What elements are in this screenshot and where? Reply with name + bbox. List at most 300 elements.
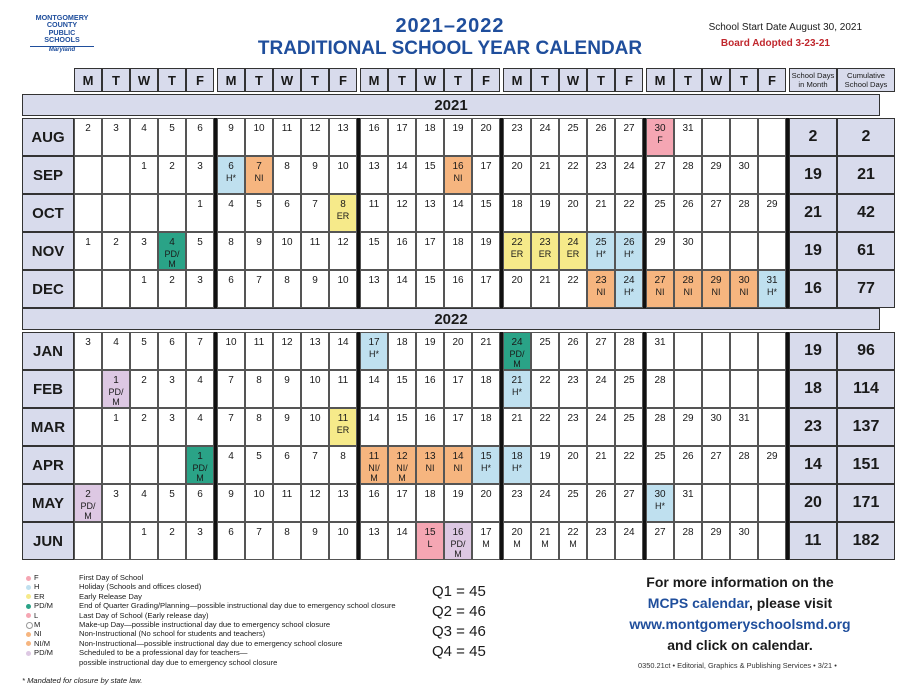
day-cell — [531, 232, 559, 270]
day-number: 29 — [710, 527, 722, 538]
legend-swatch — [26, 613, 31, 618]
day-code: NI — [739, 286, 749, 297]
day-cell — [217, 484, 245, 522]
day-cell — [730, 194, 758, 232]
weekday-header: W — [416, 68, 444, 92]
day-cell — [531, 484, 559, 522]
week-divider — [357, 446, 360, 484]
day-cell — [102, 118, 130, 156]
day-cell — [158, 270, 186, 308]
day-number: 23 — [567, 413, 579, 424]
day-cell — [74, 232, 102, 270]
day-number: 17 — [396, 123, 408, 134]
day-cell — [360, 522, 388, 560]
day-cell — [531, 370, 559, 408]
day-number: 22 — [567, 527, 579, 538]
legend-description: Non-Instructional (No school for students and teachers) — [79, 629, 266, 639]
week-divider — [357, 370, 360, 408]
day-number: 4 — [228, 451, 234, 462]
day-code: M — [513, 359, 521, 369]
month-label: NOV — [22, 232, 74, 270]
empty-day-cell — [102, 156, 130, 194]
day-cell — [301, 446, 329, 484]
day-code: NI — [254, 172, 264, 183]
day-number: 11 — [368, 451, 380, 462]
month-label: JAN — [22, 332, 74, 370]
day-number: 22 — [539, 375, 551, 386]
day-number: 9 — [284, 413, 290, 424]
day-number: 11 — [253, 337, 265, 348]
empty-day-cell — [102, 270, 130, 308]
day-cell — [646, 232, 674, 270]
day-code: ER — [510, 248, 524, 259]
school-days-in-month: 14 — [789, 446, 837, 484]
day-number: 13 — [424, 451, 436, 462]
day-code: H* — [766, 286, 777, 297]
week-divider — [500, 270, 503, 308]
day-number: 22 — [623, 451, 635, 462]
school-days-in-month: 19 — [789, 156, 837, 194]
day-cell — [646, 156, 674, 194]
day-cell — [444, 484, 472, 522]
weekday-header: W — [559, 68, 587, 92]
day-cell — [674, 156, 702, 194]
day-code: M — [370, 473, 378, 483]
day-cell — [301, 270, 329, 308]
empty-day-cell — [702, 370, 730, 408]
day-cell — [472, 484, 500, 522]
calendar-grid — [22, 68, 888, 566]
weekday-header: F — [758, 68, 786, 92]
day-number: 18 — [480, 413, 492, 424]
day-number: 26 — [623, 237, 635, 248]
day-number: 16 — [424, 375, 436, 386]
legend-swatch — [26, 632, 31, 637]
day-cell — [217, 194, 245, 232]
day-number: 14 — [368, 375, 380, 386]
day-number: 25 — [654, 199, 666, 210]
day-number: 1 — [85, 237, 91, 248]
day-cell — [329, 270, 357, 308]
day-number: 16 — [396, 237, 408, 248]
day-cell — [273, 194, 301, 232]
day-number: 28 — [654, 413, 666, 424]
school-days-header — [789, 68, 837, 92]
week-divider — [214, 332, 217, 370]
day-number: 18 — [511, 199, 523, 210]
day-number: 13 — [309, 337, 321, 348]
legend-item — [26, 582, 426, 591]
mcps-logo — [30, 14, 94, 54]
week-divider — [214, 194, 217, 232]
day-number: 14 — [452, 451, 464, 462]
empty-day-cell — [102, 194, 130, 232]
day-cell — [273, 156, 301, 194]
day-number: 8 — [340, 451, 346, 462]
month-label: AUG — [22, 118, 74, 156]
day-number: 17 — [480, 275, 492, 286]
week-divider — [214, 118, 217, 156]
day-cell — [416, 446, 444, 484]
cumulative-school-days: 114 — [837, 370, 895, 408]
day-cell — [329, 232, 357, 270]
week-divider — [357, 232, 360, 270]
day-cell — [615, 522, 643, 560]
day-number: 21 — [511, 375, 523, 386]
week-divider — [500, 156, 503, 194]
day-cell — [646, 408, 674, 446]
day-cell — [559, 446, 587, 484]
day-number: 7 — [312, 199, 318, 210]
legend-code: PD/M — [34, 648, 53, 658]
day-cell — [615, 446, 643, 484]
day-cell — [388, 446, 416, 484]
day-cell — [360, 370, 388, 408]
day-cell — [388, 332, 416, 370]
empty-day-cell — [730, 332, 758, 370]
day-cell — [472, 118, 500, 156]
week-divider — [643, 194, 646, 232]
month-label: MAY — [22, 484, 74, 522]
legend-description: End of Quarter Grading/Planning—possible instructional day due to emergency school closure — [79, 601, 396, 611]
day-number: 18 — [511, 451, 523, 462]
day-cell — [503, 232, 531, 270]
legend-item — [26, 629, 426, 638]
cumulative-school-days: 182 — [837, 522, 895, 560]
day-number: 23 — [595, 275, 607, 286]
legend-code: NI — [34, 629, 42, 639]
day-cell — [559, 156, 587, 194]
day-number: 26 — [567, 337, 579, 348]
day-number: 5 — [169, 123, 175, 134]
legend-item — [26, 639, 426, 648]
day-cell — [444, 446, 472, 484]
quarter-totals — [432, 582, 486, 662]
day-cell — [559, 408, 587, 446]
day-number: 24 — [567, 237, 579, 248]
day-cell — [503, 332, 531, 370]
week-divider — [357, 484, 360, 522]
day-number: 14 — [396, 275, 408, 286]
day-number: 1 — [197, 451, 203, 462]
day-cell — [360, 332, 388, 370]
day-cell — [674, 408, 702, 446]
day-number: 25 — [623, 413, 635, 424]
day-number: 11 — [368, 199, 380, 210]
day-number: 20 — [511, 275, 523, 286]
day-number: 5 — [169, 489, 175, 500]
legend-swatch — [26, 594, 31, 599]
day-number: 15 — [424, 161, 436, 172]
day-cell — [217, 270, 245, 308]
mcps-calendar-link[interactable]: MCPS calendar — [647, 595, 749, 611]
day-cell — [416, 270, 444, 308]
logo-line: SCHOOLS — [44, 35, 80, 45]
day-cell — [674, 446, 702, 484]
day-number: 9 — [312, 527, 318, 538]
day-number: 20 — [567, 199, 579, 210]
logo-line: COUNTY — [46, 20, 78, 30]
empty-day-cell — [702, 332, 730, 370]
day-number: 10 — [253, 123, 265, 134]
day-number: 30 — [682, 237, 694, 248]
empty-day-cell — [758, 522, 786, 560]
day-cell — [186, 484, 214, 522]
week-divider — [643, 332, 646, 370]
day-cell — [646, 522, 674, 560]
day-cell — [615, 332, 643, 370]
week-divider — [214, 156, 217, 194]
school-days-in-month: 16 — [789, 270, 837, 308]
day-number: 30 — [710, 413, 722, 424]
day-number: 13 — [368, 527, 380, 538]
empty-day-cell — [730, 370, 758, 408]
weekday-header: W — [702, 68, 730, 92]
day-cell — [360, 408, 388, 446]
day-cell — [674, 232, 702, 270]
legend-description: Make-up Day—possible instructional day due to emergency school closure — [79, 619, 331, 629]
day-number: 9 — [312, 161, 318, 172]
day-number: 11 — [309, 237, 321, 248]
day-number: 11 — [281, 123, 293, 134]
title-name: TRADITIONAL SCHOOL YEAR CALENDAR — [257, 38, 643, 59]
weekday-header: M — [217, 68, 245, 92]
day-cell — [503, 118, 531, 156]
day-code: H* — [225, 172, 236, 183]
day-number: 29 — [654, 237, 666, 248]
day-number: 22 — [511, 237, 523, 248]
day-cell — [329, 156, 357, 194]
year-band: 2021 — [22, 94, 880, 116]
day-number: 25 — [539, 337, 551, 348]
school-days-in-month: 11 — [789, 522, 837, 560]
day-cell — [329, 446, 357, 484]
day-number: 24 — [623, 161, 635, 172]
info-line-2-rest: , please visit — [748, 595, 833, 611]
day-number: 24 — [595, 375, 607, 386]
day-cell — [186, 446, 214, 484]
day-number: 25 — [623, 375, 635, 386]
day-code: H* — [654, 500, 665, 511]
day-code: NI — [425, 462, 435, 473]
day-cell — [559, 270, 587, 308]
day-cell — [273, 484, 301, 522]
day-number: 15 — [396, 375, 408, 386]
day-cell — [646, 194, 674, 232]
day-number: 10 — [337, 161, 349, 172]
day-code: PD/ — [450, 538, 466, 549]
day-number: 31 — [682, 489, 694, 500]
day-cell — [444, 118, 472, 156]
empty-day-cell — [74, 194, 102, 232]
legend-code: PD/M — [34, 601, 53, 611]
empty-day-cell — [702, 118, 730, 156]
day-cell — [158, 370, 186, 408]
day-cell — [615, 194, 643, 232]
empty-day-cell — [758, 118, 786, 156]
day-cell — [388, 408, 416, 446]
day-cell — [674, 484, 702, 522]
day-code: M — [454, 549, 462, 559]
day-number: 3 — [169, 413, 175, 424]
empty-day-cell — [702, 484, 730, 522]
day-cell — [301, 232, 329, 270]
empty-day-cell — [730, 484, 758, 522]
day-number: 9 — [284, 375, 290, 386]
day-number: 18 — [396, 337, 408, 348]
week-divider — [643, 118, 646, 156]
day-cell — [472, 232, 500, 270]
cumulative-school-days: 171 — [837, 484, 895, 522]
month-row — [22, 408, 880, 446]
day-number: 21 — [595, 199, 607, 210]
day-code: H* — [623, 248, 634, 259]
day-cell — [301, 370, 329, 408]
day-cell — [102, 370, 130, 408]
weekday-header: T — [730, 68, 758, 92]
logo-line: MONTGOMERY — [35, 13, 89, 22]
day-cell — [730, 522, 758, 560]
day-cell — [646, 370, 674, 408]
day-number: 6 — [228, 275, 234, 286]
website-link[interactable]: www.montgomeryschoolsmd.org — [629, 616, 851, 632]
weekday-header: T — [444, 68, 472, 92]
day-number: 8 — [228, 237, 234, 248]
school-days-in-month: 19 — [789, 232, 837, 270]
day-cell — [472, 270, 500, 308]
week-divider — [643, 370, 646, 408]
school-days-in-month: 20 — [789, 484, 837, 522]
weekday-header: M — [360, 68, 388, 92]
day-number: 29 — [766, 199, 778, 210]
month-label: MAR — [22, 408, 74, 446]
day-number: 4 — [228, 199, 234, 210]
start-date-text: School Start Date August 30, 2021 — [708, 22, 862, 33]
day-cell — [674, 270, 702, 308]
day-cell — [74, 118, 102, 156]
cumulative-school-days: 96 — [837, 332, 895, 370]
day-cell — [702, 156, 730, 194]
cumulative-school-days: 42 — [837, 194, 895, 232]
empty-day-cell — [758, 332, 786, 370]
day-code: M — [513, 538, 521, 549]
day-cell — [444, 232, 472, 270]
day-code: L — [427, 538, 433, 549]
day-cell — [646, 446, 674, 484]
day-number: 28 — [682, 161, 694, 172]
week-divider — [643, 232, 646, 270]
day-cell — [416, 522, 444, 560]
day-number: 20 — [480, 489, 492, 500]
weekday-header: M — [74, 68, 102, 92]
day-cell — [730, 446, 758, 484]
day-cell — [273, 232, 301, 270]
empty-day-cell — [74, 408, 102, 446]
day-number: 27 — [595, 337, 607, 348]
day-number: 12 — [337, 237, 349, 248]
day-number: 9 — [228, 489, 234, 500]
day-number: 28 — [682, 527, 694, 538]
day-cell — [702, 194, 730, 232]
logo-script: Maryland — [30, 46, 94, 54]
mandated-note: * Mandated for closure by state law. — [22, 676, 143, 685]
day-cell — [301, 156, 329, 194]
cumulative-school-days: 77 — [837, 270, 895, 308]
cumulative-school-days: 61 — [837, 232, 895, 270]
day-number: 18 — [452, 237, 464, 248]
day-cell — [273, 270, 301, 308]
day-number: 11 — [337, 375, 349, 386]
empty-day-cell — [74, 370, 102, 408]
day-number: 28 — [738, 199, 750, 210]
day-number: 10 — [337, 527, 349, 538]
day-cell — [388, 118, 416, 156]
day-cell — [587, 156, 615, 194]
day-cell — [531, 270, 559, 308]
day-code: PD/ — [108, 386, 124, 397]
day-number: 30 — [738, 161, 750, 172]
day-cell — [559, 194, 587, 232]
day-number: 17 — [452, 375, 464, 386]
day-cell — [503, 408, 531, 446]
day-number: 27 — [710, 199, 722, 210]
page-title — [200, 14, 700, 60]
day-number: 6 — [284, 451, 290, 462]
day-cell — [388, 156, 416, 194]
day-number: 29 — [766, 451, 778, 462]
day-number: 21 — [480, 337, 492, 348]
day-cell — [130, 484, 158, 522]
week-divider — [500, 332, 503, 370]
day-code: M — [112, 397, 120, 407]
day-cell — [301, 484, 329, 522]
day-number: 12 — [309, 123, 321, 134]
week-divider — [214, 270, 217, 308]
month-label: JUN — [22, 522, 74, 560]
empty-day-cell — [758, 370, 786, 408]
week-divider — [357, 156, 360, 194]
day-cell — [615, 484, 643, 522]
legend-item — [26, 573, 426, 582]
week-divider — [357, 522, 360, 560]
day-cell — [301, 332, 329, 370]
day-number: 22 — [567, 275, 579, 286]
day-cell — [130, 408, 158, 446]
day-number: 31 — [738, 413, 750, 424]
month-row — [22, 332, 880, 370]
day-code: PD/ — [80, 500, 96, 511]
day-number: 3 — [169, 375, 175, 386]
day-number: 13 — [368, 161, 380, 172]
day-number: 6 — [228, 161, 234, 172]
quarter-total: Q1 = 45 — [432, 583, 486, 600]
day-number: 3 — [197, 161, 203, 172]
day-cell — [130, 232, 158, 270]
day-code: M — [541, 538, 549, 549]
week-divider — [214, 408, 217, 446]
day-cell — [102, 332, 130, 370]
day-cell — [186, 156, 214, 194]
month-label: OCT — [22, 194, 74, 232]
day-cell — [329, 484, 357, 522]
day-code: H* — [480, 462, 491, 473]
week-divider — [214, 370, 217, 408]
day-number: 18 — [424, 489, 436, 500]
day-cell — [245, 522, 273, 560]
week-divider — [357, 270, 360, 308]
day-number: 11 — [337, 413, 349, 424]
day-number: 14 — [396, 527, 408, 538]
